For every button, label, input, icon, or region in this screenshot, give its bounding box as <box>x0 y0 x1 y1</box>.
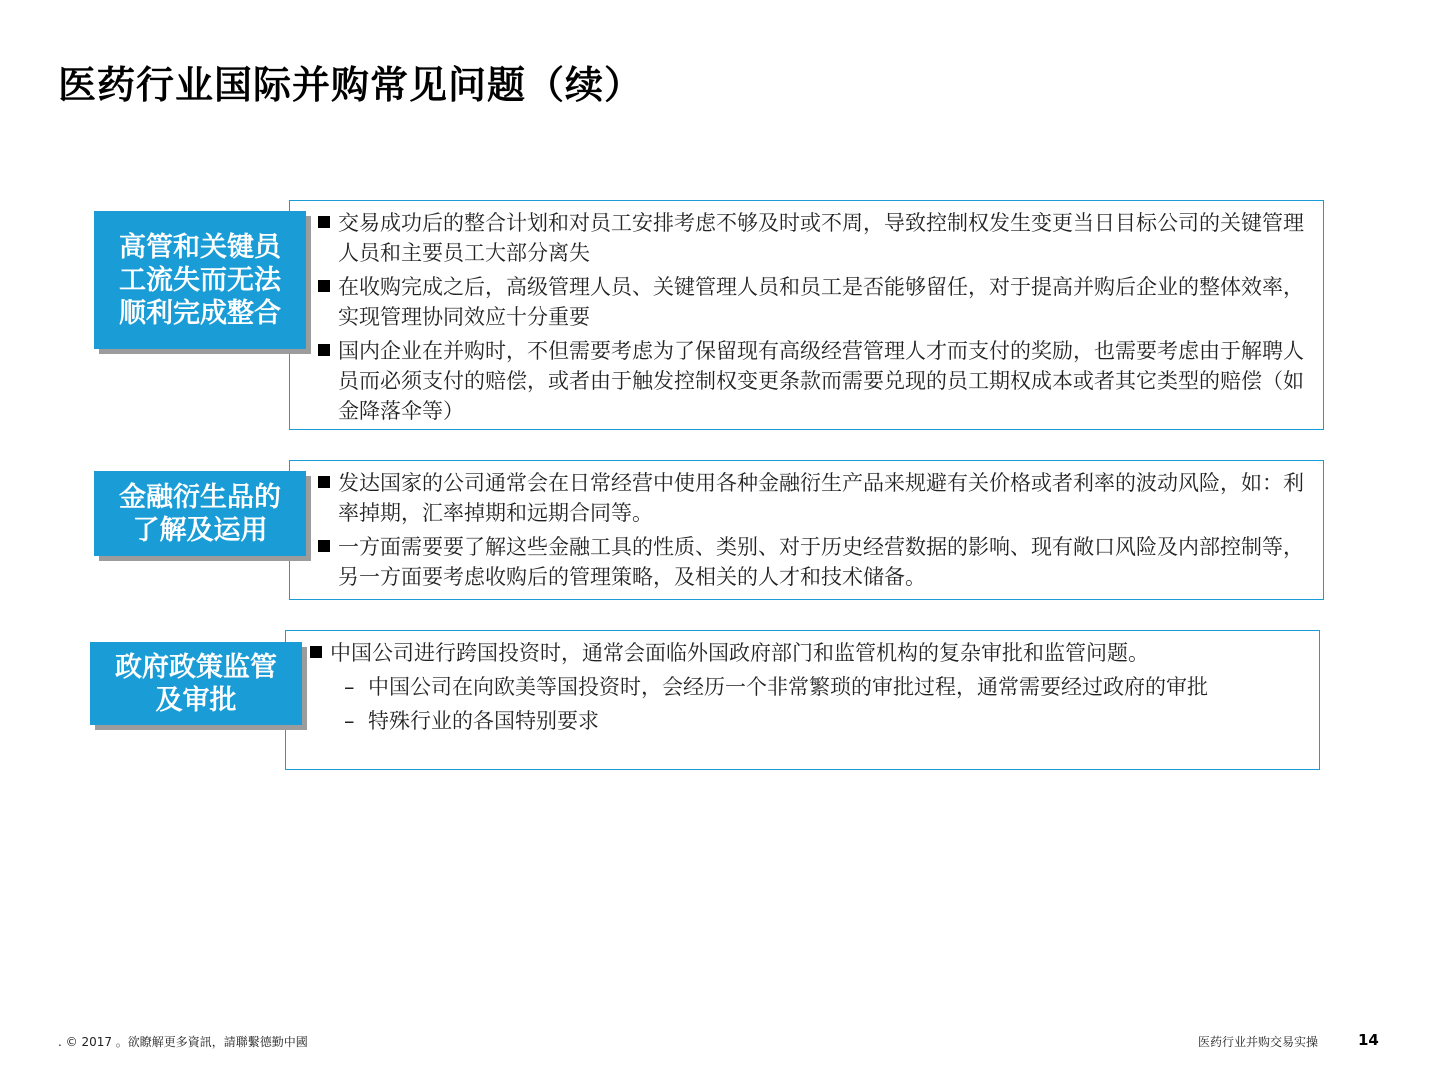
label-line: 了解及运用 <box>132 514 268 546</box>
section-label <box>90 642 302 725</box>
page-number: 14 <box>1358 1031 1379 1049</box>
sub-item: – 中国公司在向欧美等国投资时，会经历一个非常繁琐的审批过程，通常需要经过政府的审批 <box>308 672 1301 702</box>
label-line: 工流失而无法 <box>119 264 281 296</box>
bullet-item: 一方面需要要了解这些金融工具的性质、类别、对于历史经营数据的影响、现有敞口风险及内部控制等，另一方面要考虑收购后的管理策略，及相关的人才和技术储备。 <box>316 532 1305 592</box>
section-content-box <box>285 630 1320 770</box>
footer-copyright: . © 2017 。欲瞭解更多資訊，請聯繫德勤中國 <box>58 1035 308 1049</box>
section-label <box>94 471 306 556</box>
section-label <box>94 211 306 349</box>
label-line: 及审批 <box>155 684 237 716</box>
sub-item: – 特殊行业的各国特别要求 <box>308 706 1301 736</box>
bullet-item: 交易成功后的整合计划和对员工安排考虑不够及时或不周，导致控制权发生变更当日目标公司的关键管理人员和主要员工大部分离失 <box>316 208 1305 268</box>
bullet-item: 在收购完成之后，高级管理人员、关键管理人员和员工是否能够留任，对于提高并购后企业的整体效率，实现管理协同效应十分重要 <box>316 272 1305 332</box>
bullet-item: 中国公司进行跨国投资时，通常会面临外国政府部门和监管机构的复杂审批和监管问题。 <box>308 638 1301 668</box>
bullet-item: 国内企业在并购时，不但需要考虑为了保留现有高级经营管理人才而支付的奖励，也需要考虑由于解聘人员而必须支付的赔偿，或者由于触发控制权变更条款而需要兑现的员工期权成本或者其它类型的赔偿（如金降落伞等） <box>316 336 1305 426</box>
label-line: 金融衍生品的 <box>119 481 281 513</box>
label-line: 政府政策监管 <box>115 651 277 683</box>
label-line: 顺利完成整合 <box>119 297 281 329</box>
section-content-box <box>289 200 1324 430</box>
bullet-item: 发达国家的公司通常会在日常经营中使用各种金融衍生产品来规避有关价格或者利率的波动风险，如：利率掉期，汇率掉期和远期合同等。 <box>316 468 1305 528</box>
section-content-box <box>289 460 1324 600</box>
page-title: 医药行业国际并购常见问题（续） <box>58 63 644 107</box>
footer-document-title: 医药行业并购交易实操 <box>1198 1035 1319 1049</box>
label-line: 高管和关键员 <box>119 231 281 263</box>
